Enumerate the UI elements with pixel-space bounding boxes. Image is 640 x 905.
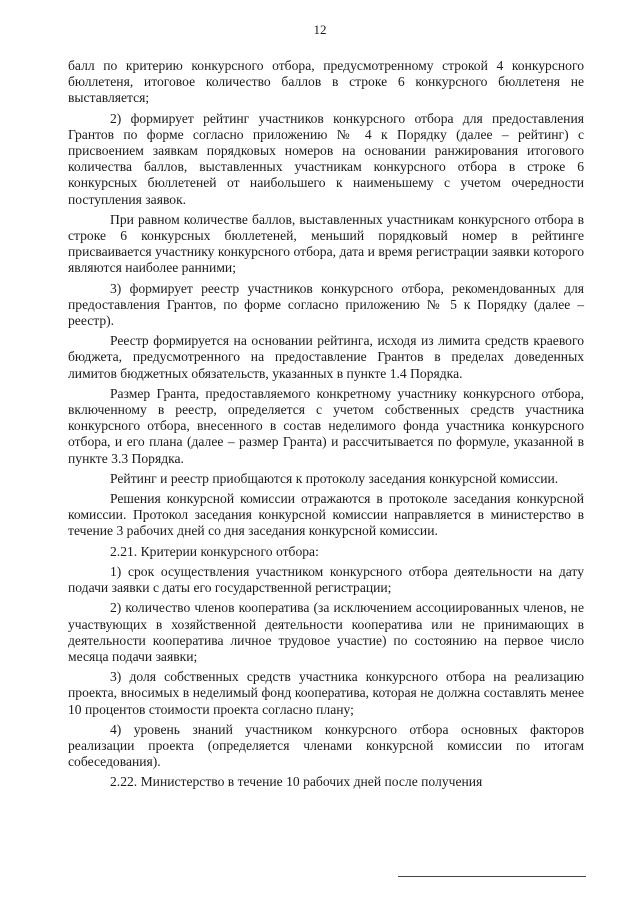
paragraph-section-2-21: 2.21. Критерии конкурсного отбора:	[110, 543, 319, 559]
paragraph-grant-size: Размер Гранта, предоставляемого конкретному участнику конкурсного отбора, включенному в реестр, определяется с учетом собственных средств участника конкурсного отбора, внесенного в состав неделимого фонда участника конкурсного отбора, и его плана (далее – размер Гранта) и рассчитывается по формуле, указанной в пункте 3.3 Порядка.	[68, 385, 584, 466]
document-body	[68, 58, 584, 795]
paragraph-attach-protocol: Рейтинг и реестр приобщаются к протоколу заседания конкурсной комиссии.	[110, 470, 559, 486]
paragraph-criterion-2: 2) количество членов кооператива (за исключением ассоциированных членов, не участвующих в хозяйственной деятельности кооператива или не принимающих в деятельности кооператива личное трудовое участие) по состоянию на первое число месяца подачи заявки;	[68, 600, 584, 664]
paragraph-item-2-rating: 2) формирует рейтинг участников конкурсного отбора для предоставления Грантов по форме согласно приложению № 4 к Порядку (далее – рейтинг) с присвоением заявкам порядковых номеров на основании ранжирования итогового количества баллов, выставленных участникам конкурсного отбора в строке 6 конкурсных бюллетеней от наибольшего к наименьшему с учетом очередности поступления заявок.	[68, 110, 584, 207]
paragraph-item-3-registry: 3) формирует реестр участников конкурсного отбора, рекомендованных для предоставления Грантов, по форме согласно приложению № 5 к Порядку (далее – реестр).	[68, 280, 584, 329]
paragraph-criterion-1: 1) срок осуществления участником конкурсного отбора деятельности на дату подачи заявки с даты его государственной регистрации;	[68, 563, 584, 596]
page-number: 12	[313, 22, 327, 37]
paragraph-criterion-3: 3) доля собственных средств участника конкурсного отбора на реализацию проекта, вносимых в неделимый фонд кооператива, которая не должна составлять менее 10 процентов стоимости проекта согласно плану;	[68, 669, 584, 717]
paragraph-section-2-22: 2.22. Министерство в течение 10 рабочих дней после получения	[110, 774, 483, 790]
paragraph-equal-points: При равном количестве баллов, выставленных участникам конкурсного отбора в строке 6 конкурсных бюллетеней, меньший порядковый номер в рейтинге присваивается участнику конкурсного отбора, дата и время регистрации заявки которого являются наиболее ранними;	[68, 211, 584, 276]
paragraph-continuation: балл по критерию конкурсного отбора, предусмотренному строкой 4 конкурсного бюллетеня, итоговое количество баллов в строке 6 конкурсного бюллетеня не выставляется;	[68, 58, 584, 106]
paragraph-criterion-4: 4) уровень знаний участником конкурсного отбора основных факторов реализации проекта (определяется членами конкурсной комиссии по итогам собеседования).	[68, 721, 584, 770]
footer-rule	[398, 876, 586, 877]
paragraph-commission-decisions: Решения конкурсной комиссии отражаются в протоколе заседания конкурсной комиссии. Протокол заседания конкурсной комиссии направляется в министерство в течение 3 рабочих дней со дня заседания конкурсной комиссии.	[68, 491, 584, 539]
paragraph-registry-formation: Реестр формируется на основании рейтинга, исходя из лимита средств краевого бюджета, предусмотренного на предоставление Грантов в пределах доведенных лимитов бюджетных обязательств, указанных в пункте 1.4 Порядка.	[68, 333, 584, 381]
